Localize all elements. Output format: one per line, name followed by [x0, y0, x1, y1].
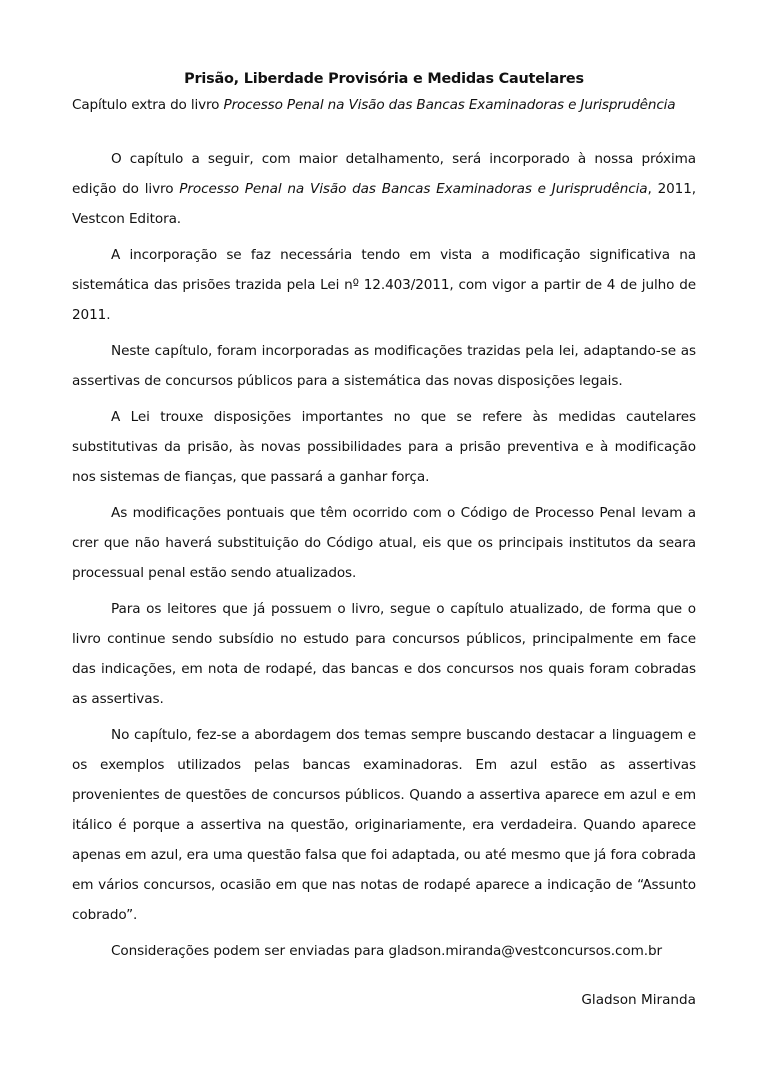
paragraph-intro-start: O capítulo a seguir, com maior detalhamento, será incorporado à nossa próxima edição do livro [72, 151, 696, 197]
paragraph-contact: Considerações podem ser enviadas para gladson.miranda@vestconcursos.com.br [111, 943, 662, 959]
paragraph-intro [72, 144, 696, 234]
document-page [72, 70, 696, 1010]
paragraph-code-updates: As modificações pontuais que têm ocorrido com o Código de Processo Penal levam a crer que não haverá substituição do Código atual, eis que os principais institutos da seara processual penal estão sendo atualizados. [72, 505, 696, 581]
subtitle-prefix: Capítulo extra do livro [72, 97, 224, 113]
document-title: Prisão, Liberdade Provisória e Medidas Cautelares [184, 71, 584, 87]
paragraph-intro-end: , 2011, Vestcon Editora. [72, 181, 696, 227]
paragraph-readers: Para os leitores que já possuem o livro, segue o capítulo atualizado, de forma que o livro continue sendo subsídio no estudo para concursos públicos, principalmente em face das indicações, em nota de rodapé, das bancas e dos concursos nos quais foram cobradas as assertivas. [72, 601, 696, 707]
paragraph-intro-book-title: Processo Penal na Visão das Bancas Examinadoras e Jurisprudência [179, 181, 648, 197]
paragraph-modifications: Neste capítulo, foram incorporadas as modificações trazidas pela lei, adaptando-se as assertivas de concursos públicos para a sistemática das novas disposições legais. [72, 343, 696, 389]
paragraph-law-provisions: A Lei trouxe disposições importantes no que se refere às medidas cautelares substitutivas da prisão, às novas possibilidades para a prisão preventiva e à modificação nos sistemas de fianças, que passará a ganhar força. [72, 409, 696, 485]
author-signature: Gladson Miranda [581, 992, 696, 1008]
document-body [72, 144, 696, 966]
subtitle-book-title: Processo Penal na Visão das Bancas Examinadoras e Jurisprudência [223, 97, 676, 113]
paragraph-incorporation: A incorporação se faz necessária tendo em vista a modificação significativa na sistemática das prisões trazida pela Lei nº 12.403/2011, com vigor a partir de 4 de julho de 2011. [72, 247, 696, 323]
document-subtitle [72, 95, 696, 115]
paragraph-approach: No capítulo, fez-se a abordagem dos temas sempre buscando destacar a linguagem e os exemplos utilizados pelas bancas examinadoras. Em azul estão as assertivas provenientes de questões de concursos públicos. Quando a assertiva aparece em azul e em itálico é porque a assertiva na questão, originariamente, era verdadeira. Quando aparece apenas em azul, era uma questão falsa que foi adaptada, ou até mesmo que já fora cobrada em vários concursos, ocasião em que nas notas de rodapé aparece a indicação de “Assunto cobrado”. [72, 727, 696, 923]
